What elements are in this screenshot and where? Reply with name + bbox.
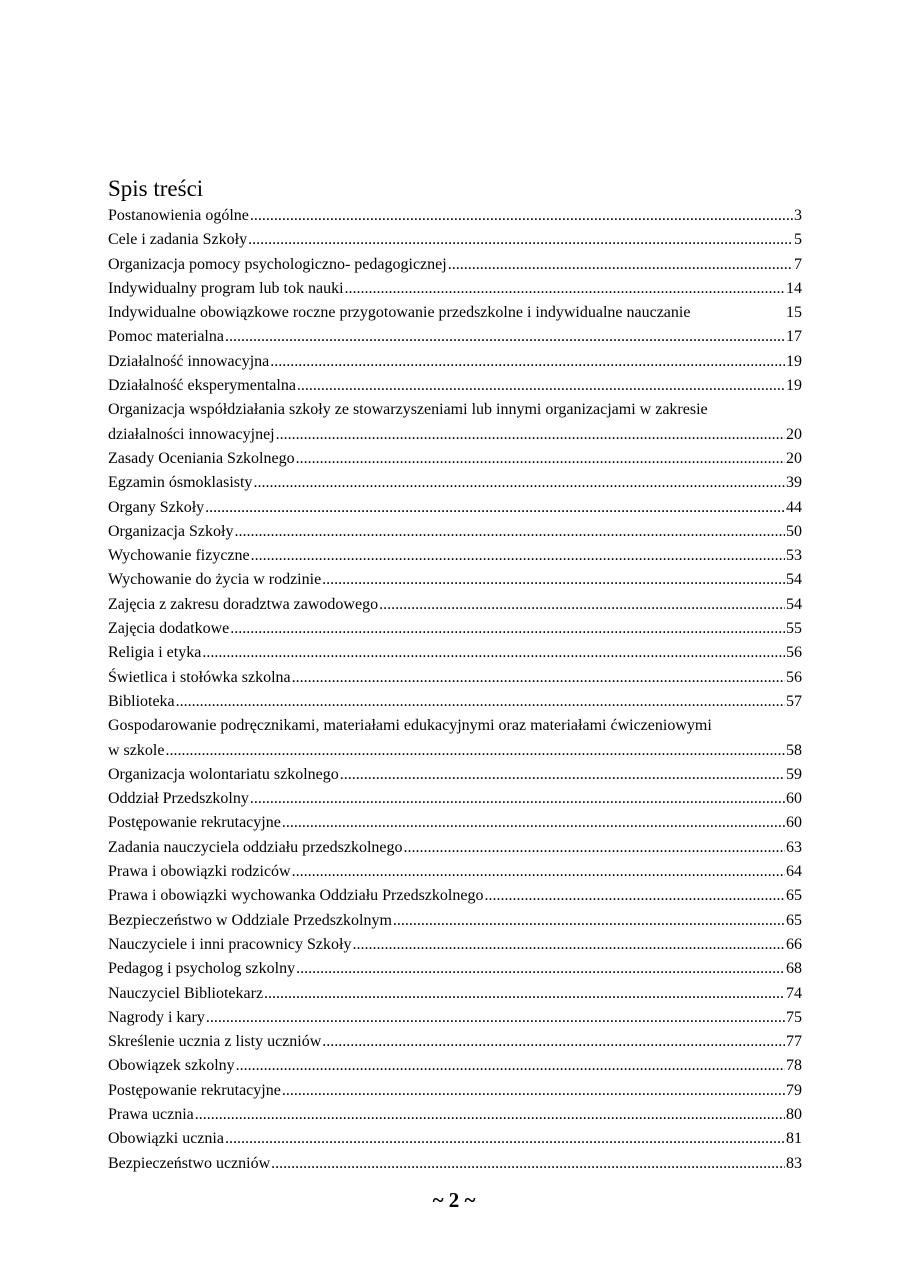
toc-entry-page-number: 65 — [786, 887, 802, 905]
toc-dot-leader — [271, 1152, 785, 1176]
toc-entry-line — [108, 1079, 802, 1103]
toc-dot-leader — [195, 1103, 785, 1127]
toc-entry-line — [108, 690, 802, 714]
toc-dot-leader — [340, 763, 785, 787]
toc-entry[interactable] — [108, 1006, 802, 1030]
toc-entry[interactable] — [108, 617, 802, 641]
toc-entry-title: Oddział Przedszkolny — [108, 790, 249, 808]
toc-entry-title: Postępowanie rekrutacyjne — [108, 814, 281, 832]
toc-entry-title: w szkole — [108, 741, 165, 759]
toc-entry-line — [108, 1152, 802, 1176]
toc-entry[interactable] — [108, 204, 802, 228]
toc-entry-page-number: 15 — [786, 304, 802, 322]
toc-entry-title: Zasady Oceniania Szkolnego — [108, 449, 295, 467]
toc-entry-line — [108, 1030, 802, 1054]
toc-entry-page-number: 78 — [786, 1057, 802, 1075]
toc-entry-line — [108, 1054, 802, 1078]
toc-entry[interactable] — [108, 933, 802, 957]
toc-entry-line — [108, 568, 802, 592]
toc-dot-leader — [248, 228, 793, 252]
toc-entry-page-number: 20 — [786, 425, 802, 443]
toc-entry-line — [108, 593, 802, 617]
toc-dot-leader — [345, 277, 785, 301]
toc-entry-line — [108, 1127, 802, 1151]
toc-entry-line — [108, 982, 802, 1006]
toc-entry[interactable] — [108, 957, 802, 981]
toc-entry[interactable] — [108, 1152, 802, 1176]
toc-dot-leader — [253, 471, 785, 495]
toc-entry-first-line: Gospodarowanie podręcznikami, materiałami edukacyjnymi oraz materiałami ćwiczeniowymi — [108, 717, 712, 735]
toc-entry-line — [108, 739, 802, 763]
toc-dot-leader — [206, 1006, 785, 1030]
toc-entry-title: Prawa i obowiązki rodziców — [108, 863, 291, 881]
toc-title: Spis treści — [108, 176, 204, 201]
toc-entry-page-number: 7 — [794, 255, 802, 273]
toc-entry-line — [108, 787, 802, 811]
toc-entry-title: Bezpieczeństwo uczniów — [108, 1154, 271, 1172]
toc-entry-line — [108, 836, 802, 860]
toc-entry-page-number: 56 — [786, 644, 802, 662]
toc-entry-page-number: 77 — [786, 1033, 802, 1051]
toc-entry-line — [108, 1006, 802, 1030]
toc-entry-title: Skreślenie ucznia z listy uczniów — [108, 1033, 322, 1051]
toc-entry-title: Indywidualne obowiązkowe roczne przygotowanie przedszkolne i indywidualne nauczanie — [108, 304, 691, 322]
toc-entry-title: Organizacja Szkoły — [108, 522, 234, 540]
toc-entry[interactable] — [108, 1079, 802, 1103]
toc-entry-line — [108, 496, 802, 520]
toc-entry-line — [108, 374, 802, 398]
toc-entry-page-number: 19 — [786, 377, 802, 395]
toc-entry-page-number: 83 — [786, 1154, 802, 1172]
toc-entry-page-number: 14 — [786, 279, 802, 297]
toc-entry-title: Świetlica i stołówka szkolna — [108, 668, 291, 686]
toc-entry-title: Zadania nauczyciela oddziału przedszkolnego — [108, 838, 403, 856]
toc-list — [108, 204, 802, 1176]
toc-entry[interactable] — [108, 277, 802, 301]
toc-dot-leader — [270, 350, 785, 374]
toc-dot-leader — [236, 1054, 785, 1078]
toc-entry-page-number: 20 — [786, 449, 802, 467]
toc-dot-leader — [205, 496, 785, 520]
toc-entry-title: Nauczyciel Bibliotekarz — [108, 984, 264, 1002]
toc-entry[interactable] — [108, 884, 802, 908]
toc-entry-title: Pomoc materialna — [108, 328, 224, 346]
toc-entry-page-number: 5 — [794, 231, 802, 249]
toc-dot-leader — [379, 593, 785, 617]
toc-entry-title: działalności innowacyjnej — [108, 425, 275, 443]
toc-entry[interactable] — [108, 398, 802, 447]
toc-entry-line — [108, 860, 802, 884]
toc-dot-leader — [322, 1030, 785, 1054]
toc-entry[interactable] — [108, 763, 802, 787]
toc-entry-line — [108, 520, 802, 544]
toc-dot-leader — [404, 836, 785, 860]
toc-entry[interactable] — [108, 1054, 802, 1078]
toc-entry[interactable] — [108, 520, 802, 544]
toc-entry[interactable] — [108, 811, 802, 835]
toc-dot-leader — [484, 884, 785, 908]
toc-dot-leader — [250, 204, 793, 228]
toc-entry-line — [108, 471, 802, 495]
toc-dot-leader — [264, 982, 785, 1006]
toc-entry-line — [108, 228, 802, 252]
toc-entry-page-number: 65 — [786, 911, 802, 929]
toc-entry-line — [108, 933, 802, 957]
toc-entry[interactable] — [108, 1103, 802, 1127]
toc-entry-line — [108, 763, 802, 787]
toc-entry-page-number: 19 — [786, 352, 802, 370]
toc-dot-leader — [234, 520, 785, 544]
toc-entry-title: Wychowanie do życia w rodzinie — [108, 571, 322, 589]
toc-dot-leader — [230, 617, 785, 641]
toc-entry[interactable] — [108, 1127, 802, 1151]
toc-entry-title: Prawa i obowiązki wychowanka Oddziału Przedszkolnego — [108, 887, 484, 905]
toc-entry-page-number: 79 — [786, 1081, 802, 1099]
toc-entry-title: Organy Szkoły — [108, 498, 205, 516]
toc-entry-line — [108, 957, 802, 981]
toc-dot-leader — [282, 811, 785, 835]
toc-entry-title: Indywidualny program lub tok nauki — [108, 279, 344, 297]
toc-entry-page-number: 81 — [786, 1130, 802, 1148]
toc-entry-title: Działalność eksperymentalna — [108, 377, 296, 395]
toc-entry-page-number: 60 — [786, 814, 802, 832]
toc-entry-page-number: 54 — [786, 595, 802, 613]
toc-dot-leader — [165, 739, 785, 763]
toc-entry[interactable] — [108, 860, 802, 884]
toc-entry-line — [108, 423, 802, 447]
toc-entry-page-number: 64 — [786, 863, 802, 881]
toc-dot-leader — [176, 690, 785, 714]
toc-entry-page-number: 17 — [786, 328, 802, 346]
toc-dot-leader — [292, 860, 785, 884]
toc-entry[interactable] — [108, 593, 802, 617]
toc-entry-title: Organizacja pomocy psychologiczno- pedagogicznej — [108, 255, 447, 273]
toc-entry-title: Pedagog i psycholog szkolny — [108, 960, 296, 978]
toc-entry-line — [108, 204, 802, 228]
toc-dot-leader — [322, 568, 785, 592]
toc-entry-title: Postępowanie rekrutacyjne — [108, 1081, 281, 1099]
toc-entry-page-number: 60 — [786, 790, 802, 808]
toc-entry-title: Nagrody i kary — [108, 1008, 205, 1026]
toc-dot-leader — [297, 374, 785, 398]
toc-entry-line — [108, 301, 802, 325]
toc-dot-leader — [448, 253, 793, 277]
toc-entry-page-number: 3 — [794, 207, 802, 224]
toc-entry-title: Prawa ucznia — [108, 1105, 194, 1123]
toc-entry[interactable] — [108, 909, 802, 933]
toc-entry-title: Nauczyciele i inni pracownicy Szkoły — [108, 935, 352, 953]
toc-entry-page-number: 58 — [786, 741, 802, 759]
toc-entry-line — [108, 447, 802, 471]
toc-entry-line — [108, 884, 802, 908]
toc-entry-line — [108, 811, 802, 835]
page-number: ~ 2 ~ — [432, 1188, 476, 1212]
toc-entry-title: Obowiązek szkolny — [108, 1057, 235, 1075]
toc-entry-title: Religia i etyka — [108, 644, 202, 662]
toc-entry-line — [108, 350, 802, 374]
toc-dot-leader — [296, 957, 785, 981]
toc-entry[interactable] — [108, 471, 802, 495]
toc-entry[interactable] — [108, 982, 802, 1006]
toc-entry[interactable] — [108, 544, 802, 568]
toc-dot-leader — [276, 423, 785, 447]
toc-entry-page-number: 39 — [786, 474, 802, 492]
toc-entry-line — [108, 909, 802, 933]
toc-entry-page-number: 53 — [786, 547, 802, 565]
toc-entry[interactable] — [108, 690, 802, 714]
toc-entry-page-number: 59 — [786, 765, 802, 783]
toc-entry-page-number: 56 — [786, 668, 802, 686]
toc-entry-page-number: 54 — [786, 571, 802, 589]
toc-entry-title: Wychowanie fizyczne — [108, 547, 250, 565]
toc-entry[interactable] — [108, 787, 802, 811]
toc-entry-line — [108, 544, 802, 568]
toc-entry-title: Postanowienia ogólne — [108, 207, 249, 224]
toc-entry[interactable] — [108, 350, 802, 374]
toc-entry-title: Bezpieczeństwo w Oddziale Przedszkolnym — [108, 911, 392, 929]
toc-entry[interactable] — [108, 1030, 802, 1054]
toc-entry-line — [108, 617, 802, 641]
toc-entry[interactable] — [108, 447, 802, 471]
table-of-contents — [108, 174, 802, 1176]
toc-entry-title: Cele i zadania Szkoły — [108, 231, 248, 249]
toc-entry-page-number: 75 — [786, 1008, 802, 1026]
toc-entry[interactable] — [108, 568, 802, 592]
toc-entry[interactable] — [108, 228, 802, 252]
toc-entry-page-number: 44 — [786, 498, 802, 516]
toc-entry-title: Egzamin ósmoklasisty — [108, 474, 253, 492]
toc-dot-leader — [393, 909, 785, 933]
toc-entry[interactable] — [108, 374, 802, 398]
toc-entry-page-number: 66 — [786, 935, 802, 953]
toc-dot-leader — [225, 1127, 785, 1151]
toc-entry-title: Obowiązki ucznia — [108, 1130, 224, 1148]
toc-entry-first-line: Organizacja współdziałania szkoły ze stowarzyszeniami lub innymi organizacjami w zakresie — [108, 401, 708, 419]
toc-entry-line — [108, 253, 802, 277]
toc-dot-leader — [352, 933, 785, 957]
toc-entry[interactable] — [108, 301, 802, 325]
toc-entry-page-number: 80 — [786, 1105, 802, 1123]
toc-entry[interactable] — [108, 253, 802, 277]
toc-dot-leader — [282, 1079, 785, 1103]
toc-entry[interactable] — [108, 666, 802, 690]
toc-dot-leader — [250, 787, 785, 811]
toc-dot-leader — [225, 325, 785, 349]
toc-entry-page-number: 74 — [786, 984, 802, 1002]
toc-entry-title: Organizacja wolontariatu szkolnego — [108, 765, 339, 783]
toc-entry-page-number: 68 — [786, 960, 802, 978]
toc-entry-line — [108, 666, 802, 690]
toc-entry[interactable] — [108, 641, 802, 665]
toc-entry[interactable] — [108, 496, 802, 520]
toc-entry-page-number: 50 — [786, 522, 802, 540]
toc-entry[interactable] — [108, 714, 802, 763]
toc-entry-title: Działalność innowacyjna — [108, 352, 270, 370]
toc-entry[interactable] — [108, 836, 802, 860]
toc-entry-page-number: 55 — [786, 620, 802, 638]
toc-entry-title: Zajęcia z zakresu doradztwa zawodowego — [108, 595, 379, 613]
toc-entry-line — [108, 325, 802, 349]
toc-entry-title: Zajęcia dodatkowe — [108, 620, 230, 638]
toc-entry[interactable] — [108, 325, 802, 349]
toc-entry-line — [108, 277, 802, 301]
toc-dot-leader — [202, 641, 785, 665]
toc-dot-leader — [296, 447, 785, 471]
toc-entry-line — [108, 641, 802, 665]
toc-entry-title: Biblioteka — [108, 692, 175, 710]
toc-dot-leader — [251, 544, 785, 568]
toc-entry-page-number: 57 — [786, 692, 802, 710]
toc-entry-page-number: 63 — [786, 838, 802, 856]
toc-entry-line — [108, 1103, 802, 1127]
toc-dot-leader — [292, 666, 785, 690]
